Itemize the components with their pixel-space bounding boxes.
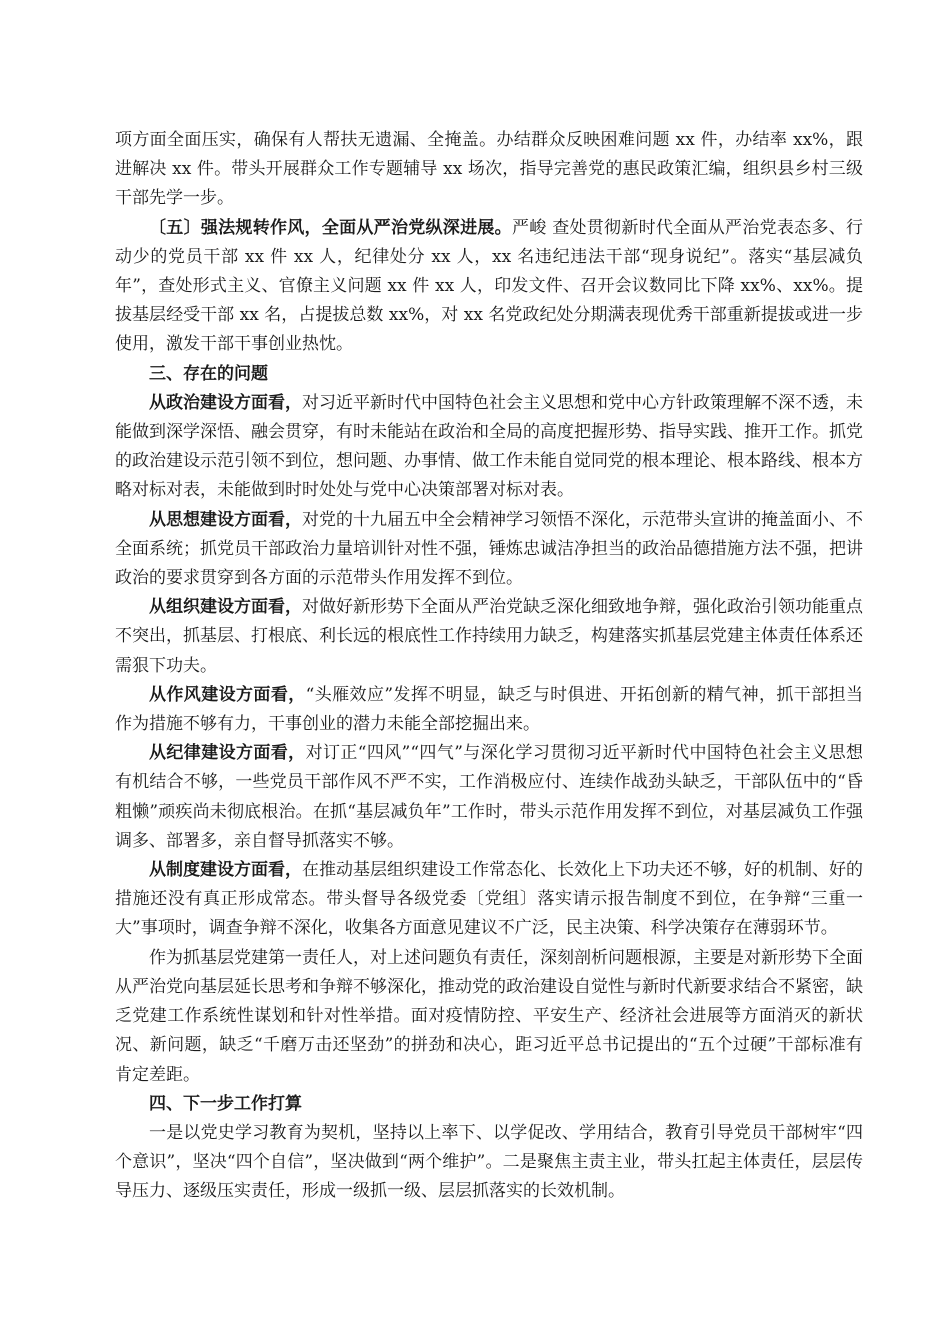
paragraph-lead: 从组织建设方面看， [149, 597, 302, 618]
paragraph-lead: 〔五〕强法规转作风，全面从严治党纵深进展。 [149, 217, 512, 238]
paragraph-ideological-building [115, 506, 863, 594]
paragraph-next-steps: 一是以党史学习教育为契机，坚持以上率下、以学促改、学用结合，教育引导党员干部树牢“四个意识”，坚决“四个自信”，坚决做到“两个维护”。二是聚焦主责主业，带头扛起主体责任，层层传导压力、逐级压实责任，形成一级抓一级、层层抓落实的长效机制。 [115, 1122, 863, 1202]
paragraph-lead: 从制度建设方面看， [149, 860, 302, 881]
paragraph-lead: 从作风建设方面看， [149, 684, 306, 705]
paragraph-political-building [115, 389, 863, 506]
paragraph-discipline-building [115, 739, 863, 856]
paragraph-body: 对党的十九届五中全会精神学习领悟不深化，示范带头宣讲的掩盖面小、不全面系统；抓党员干部政治力量培训针对性不强，锤炼忠诚洁净担当的政治品德措施方法不强，把讲政治的要求贯穿到各方面的示范带头作用发挥不到位。 [115, 509, 863, 589]
paragraph-body: 对做好新形势下全面从严治党缺乏深化细致地争辩，强化政治引领功能重点不突出，抓基层、打根底、利长远的根底性工作持续用力缺乏，构建落实抓基层党建主体责任体系还需狠下功夫。 [115, 597, 863, 676]
paragraph-body: 在推动基层组织建设工作常态化、长效化上下功夫还不够，好的机制、好的措施还没有真正形成常态。带头督导各级党委〔党组〕落实请示报告制度不到位，在争辩“三重一大”事项时，调查争辩不深化，收集各方面意见建议不广泛，民主决策、科学决策存在薄弱环节。 [115, 860, 863, 939]
paragraph-discipline-rectification [115, 214, 863, 360]
section-heading-next-steps: 四、下一步工作打算 [149, 1093, 302, 1114]
section-heading-problems: 三、存在的问题 [149, 363, 268, 384]
paragraph-body: 严峻 查处贯彻新时代全面从严治党表态多、行动少的党员干部 xx 件 xx 人，纪律处分 xx 人，xx 名违纪违法干部“现身说纪”。落实“基层减负年”，查处形式主义、官僚主义问题 xx 件 xx 人，印发文件、召开会议数同比下降 xx%、xx%。提拔基层经受干部 xx 名，占提拔总数 xx%，对 xx 名党政纪处分期满表现优秀干部重新提拔或进一步使用，激发干部干事创业热忱。 [115, 217, 863, 355]
paragraph-lead: 从思想建设方面看， [149, 509, 302, 530]
paragraph-body: 对订正“四风”“四气”与深化学习贯彻习近平新时代中国特色社会主义思想有机结合不够，一些党员干部作风不严不实，工作消极应付、连续作战劲头缺乏，干部队伍中的“昏粗懒”顽疾尚未彻底根治。在抓“基层减负年”工作时，带头示范作用发挥不到位，对基层减负工作强调多、部署多，亲自督导抓落实不够。 [115, 743, 864, 851]
paragraph-lead: 从政治建设方面看， [149, 392, 302, 413]
paragraph-organizational-building [115, 593, 863, 681]
paragraph-continued: 项方面全面压实，确保有人帮扶无遗漏、全掩盖。办结群众反映困难问题 xx 件，办结率 xx%，跟进解决 xx 件。带头开展群众工作专题辅导 xx 场次，指导完善党的惠民政策汇编，组织县乡村三级干部先学一步。 [115, 130, 863, 209]
paragraph-institutional-building [115, 856, 863, 944]
paragraph-body: “头雁效应”发挥不明显，缺乏与时俱进、开拓创新的精气神，抓干部担当作为措施不够有力，干事创业的潜力未能全部挖掘出来。 [115, 684, 864, 735]
document-page [115, 126, 863, 1207]
paragraph-responsibility: 作为抓基层党建第一责任人，对上述问题负有责任，深刻剖析问题根源，主要是对新形势下全面从严治党向基层延长思考和争辩不够深化，推动党的政治建设自觉性与新时代新要求结合不紧密，缺乏党建工作系统性谋划和针对性举措。面对疫情防控、平安生产、经济社会进展等方面消灭的新状况、新问题，缺乏“千磨万击还坚劲”的拼劲和决心，距习近平总书记提出的“五个过硬”干部标准有肯定差距。 [115, 947, 863, 1085]
paragraph-work-style-building [115, 681, 863, 739]
paragraph-body: 对习近平新时代中国特色社会主义思想和党中心方针政策理解不深不透，未能做到深学深悟、融会贯穿，有时未能站在政治和全局的高度把握形势、指导实践、推开工作。抓党的政治建设示范引领不到位，想问题、办事情、做工作未能自觉同党的根本理论、根本路线、根本方略对标对表，未能做到时时处处与党中心决策部署对标对表。 [115, 392, 863, 501]
paragraph-lead: 从纪律建设方面看， [149, 743, 306, 764]
